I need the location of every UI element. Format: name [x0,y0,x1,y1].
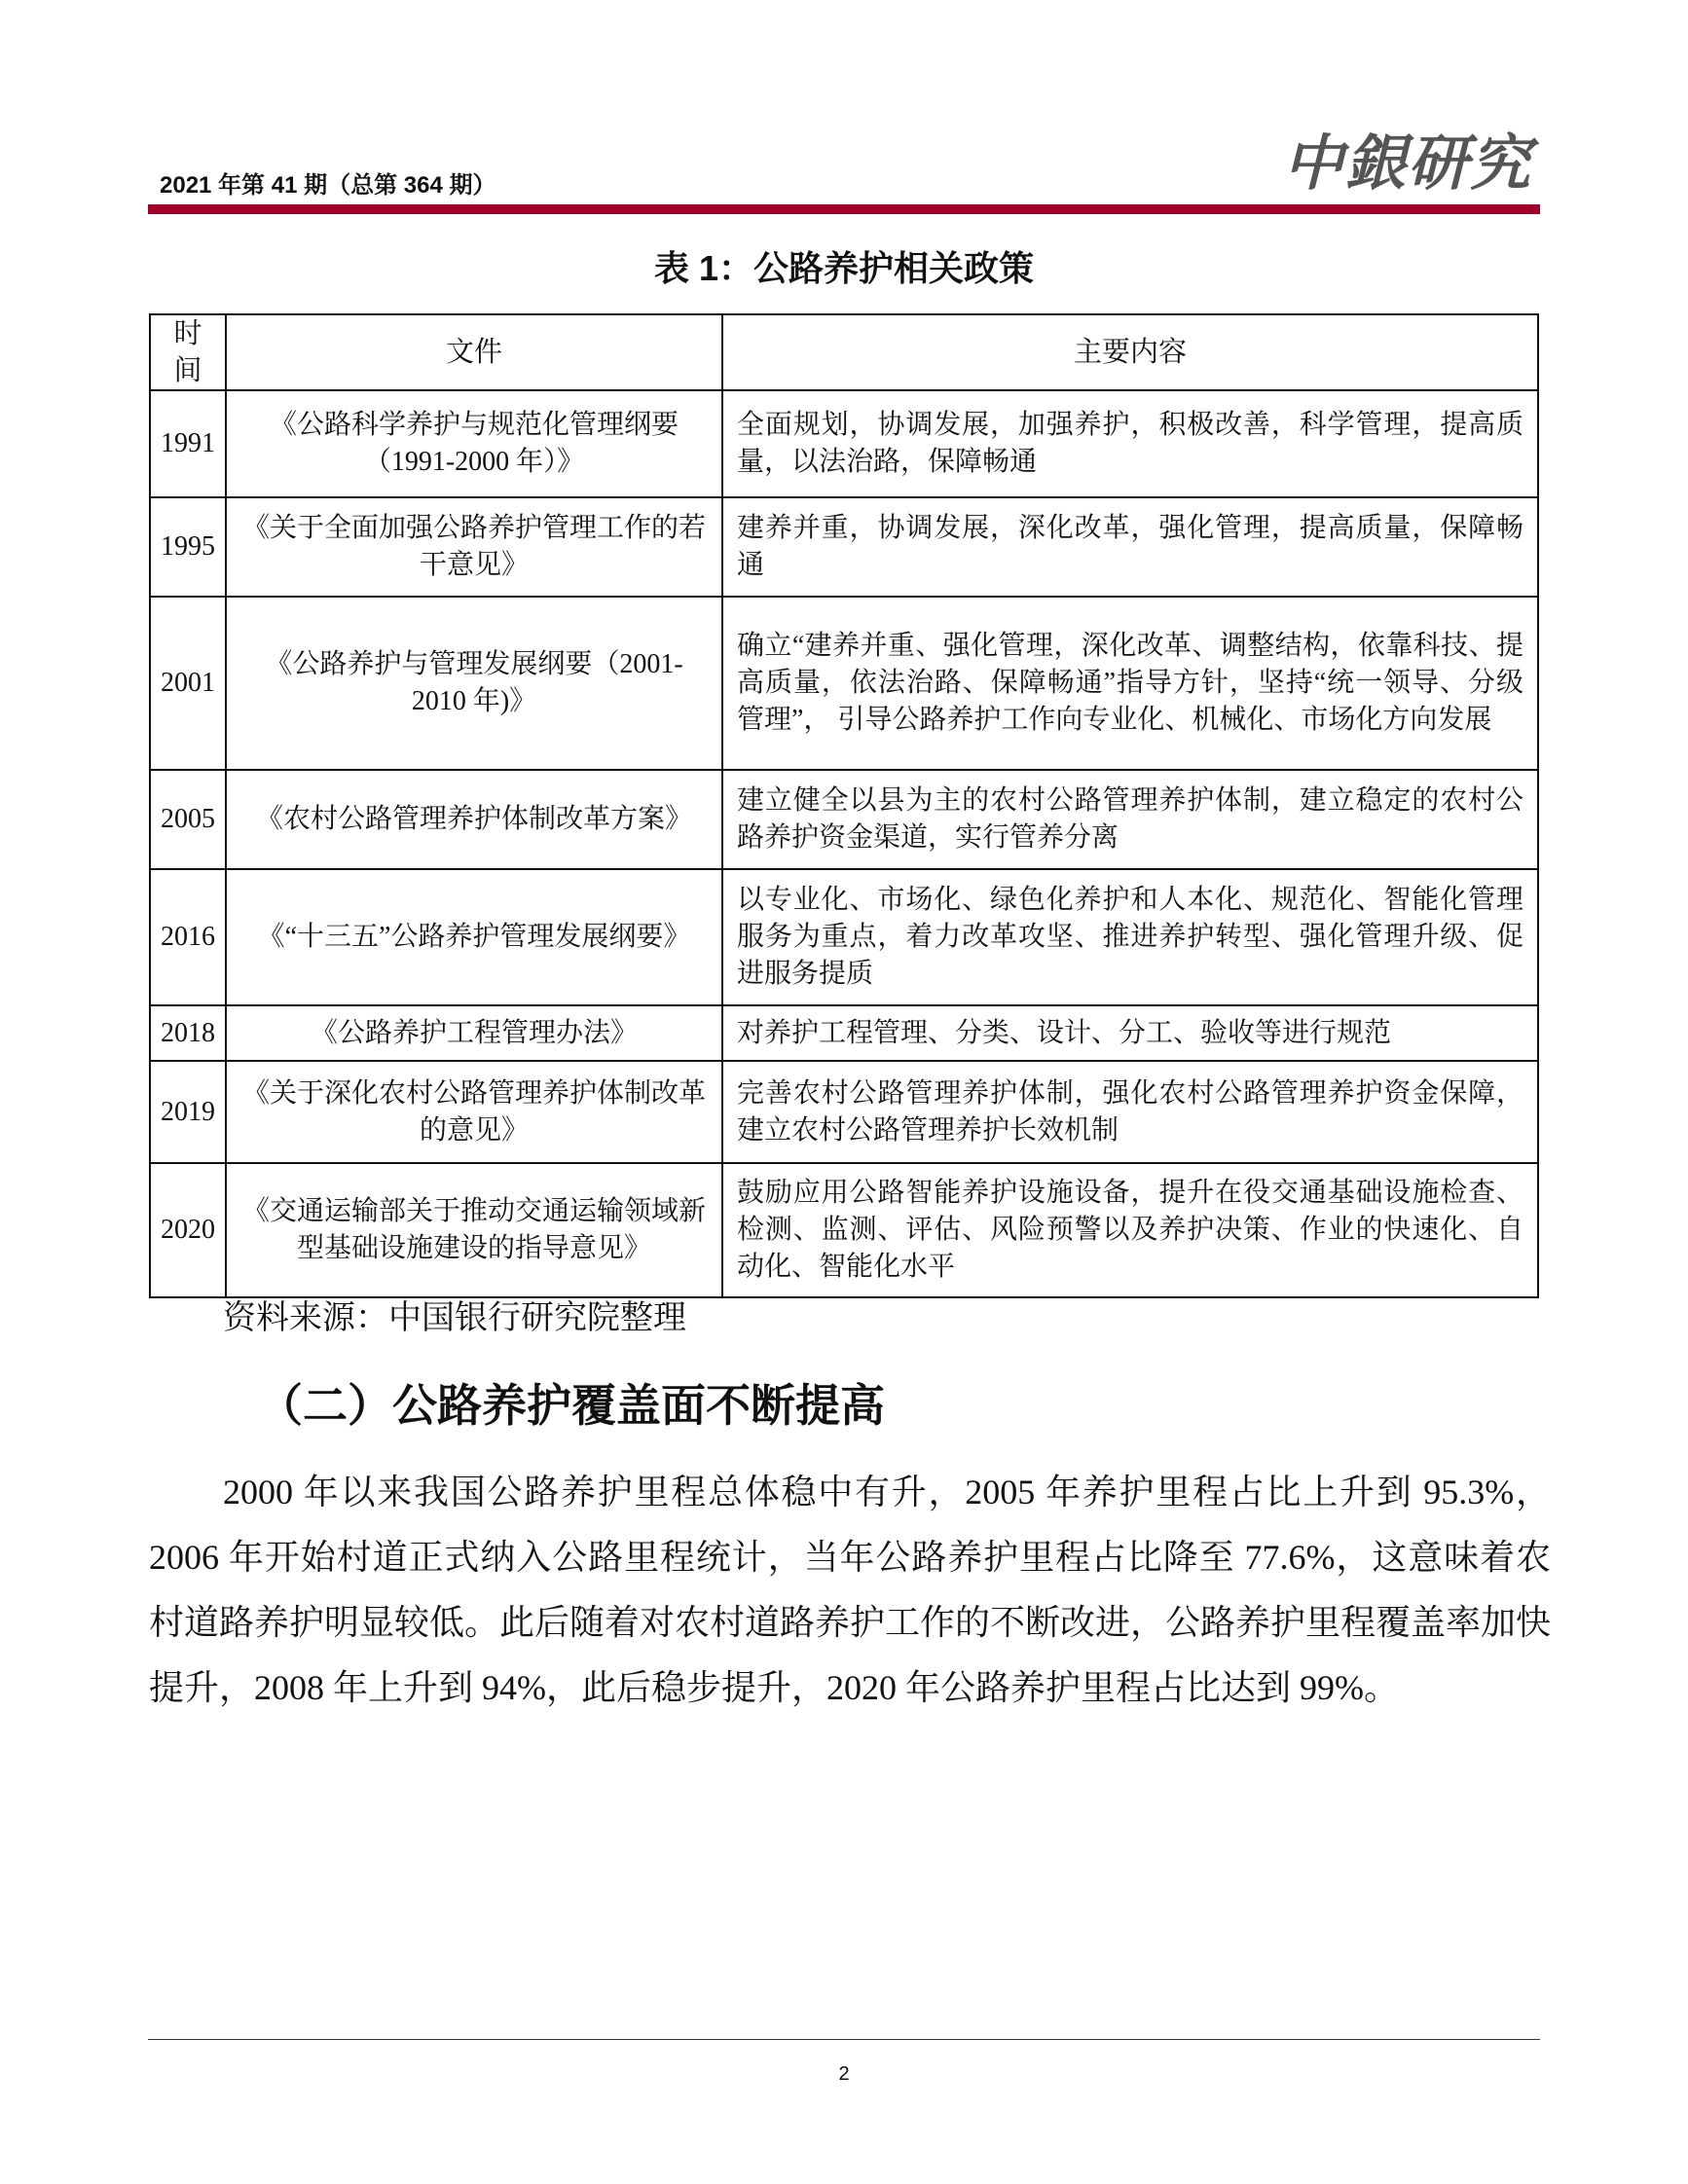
year-cell: 1991 [150,390,226,497]
table-row [150,1061,1538,1163]
document-cell: 《“十三五”公路养护管理发展纲要》 [226,869,722,1005]
table-row [150,770,1538,869]
year-cell: 2001 [150,597,226,770]
content-cell: 确立“建养并重、强化管理，深化改革、调整结构，依靠科技、提高质量，依法治路、保障畅通”指导方针，坚持“统一领导、分级管理”， 引导公路养护工作向专业化、机械化、市场化方向发展 [722,597,1538,770]
year-cell: 2005 [150,770,226,869]
content-cell: 鼓励应用公路智能养护设施设备，提升在役交通基础设施检查、检测、监测、评估、风险预警以及养护决策、作业的快速化、自动化、智能化水平 [722,1163,1538,1297]
document-cell: 《公路养护与管理发展纲要（2001-2010 年)》 [226,597,722,770]
table-row [150,497,1538,597]
table-row [150,869,1538,1005]
column-header: 时间 [150,314,226,390]
table-source: 资料来源：中国银行研究院整理 [223,1300,686,1336]
column-header: 文件 [226,314,722,390]
content-cell: 建养并重，协调发展，深化改革，强化管理，提高质量，保障畅通 [722,497,1538,597]
content-cell: 完善农村公路管理养护体制，强化农村公路管理养护资金保障， 建立农村公路管理养护长效机制 [722,1061,1538,1163]
table-row [150,597,1538,770]
table-row [150,1163,1538,1297]
year-cell: 2018 [150,1005,226,1061]
issue-label: 2021 年第 41 期（总第 364 期） [160,172,496,199]
document-cell: 《农村公路管理养护体制改革方案》 [226,770,722,869]
table-row [150,390,1538,497]
table-title: 表 1：公路养护相关政策 [653,248,1035,288]
content-cell: 对养护工程管理、分类、设计、分工、验收等进行规范 [722,1005,1538,1061]
content-cell: 全面规划，协调发展，加强养护，积极改善，科学管理，提高质量，以法治路，保障畅通 [722,390,1538,497]
content-cell: 建立健全以县为主的农村公路管理养护体制，建立稳定的农村公路养护资金渠道，实行管养分离 [722,770,1538,869]
document-cell: 《交通运输部关于推动交通运输领域新型基础设施建设的指导意见》 [226,1163,722,1297]
year-cell: 2016 [150,869,226,1005]
column-header: 主要内容 [722,314,1538,390]
footer-divider [148,2039,1540,2040]
table-row [150,1005,1538,1061]
body-paragraph: 2000 年以来我国公路养护里程总体稳中有升，2005 年养护里程占比上升到 95.3%，2006 年开始村道正式纳入公路里程统计，当年公路养护里程占比降至 77.6%，这意味着农村道路养护明显较低。此后随着对农村道路养护工作的不断改进，公路养护里程覆盖率加快提升，2008 年上升到 94%，此后稳步提升，2020 年公路养护里程占比达到 99%。 [149,1473,1552,1707]
header-divider [148,204,1540,214]
document-cell: 《公路养护工程管理办法》 [226,1005,722,1061]
year-cell: 1995 [150,497,226,597]
content-cell: 以专业化、市场化、绿色化养护和人本化、规范化、智能化管理服务为重点，着力改革攻坚、推进养护转型、强化管理升级、促进服务提质 [722,869,1538,1005]
document-cell: 《公路科学养护与规范化管理纲要（1991-2000 年）》 [226,390,722,497]
document-cell: 《关于深化农村公路管理养护体制改革的意见》 [226,1061,722,1163]
policy-table [149,313,1539,1298]
year-cell: 2019 [150,1061,226,1163]
section-heading: （二）公路养护覆盖面不断提高 [258,1380,885,1431]
table-header-row [150,314,1538,390]
year-cell: 2020 [150,1163,226,1297]
page-number: 2 [838,2063,850,2085]
logo: 中銀研究 [1282,127,1532,199]
document-cell: 《关于全面加强公路养护管理工作的若干意见》 [226,497,722,597]
